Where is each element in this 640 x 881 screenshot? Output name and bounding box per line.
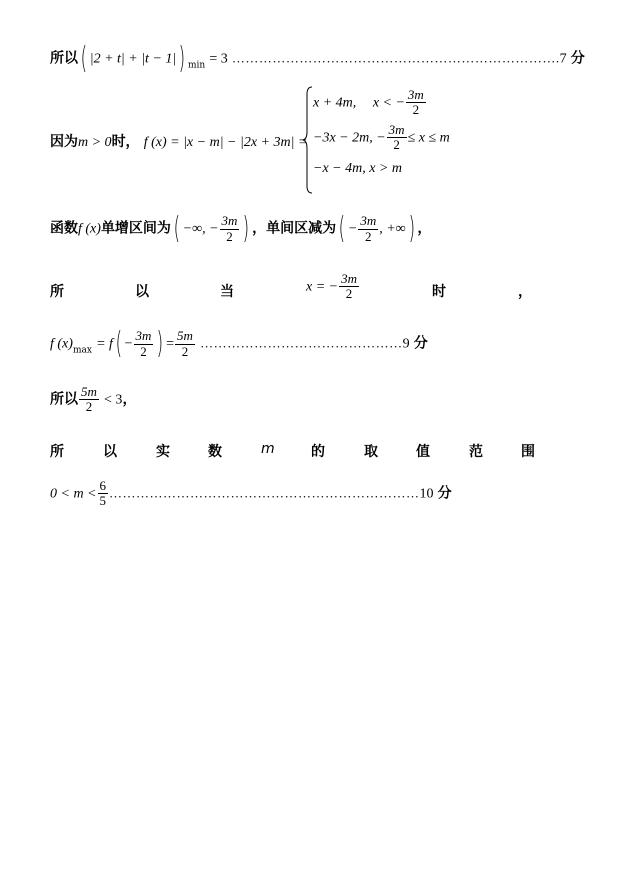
word-de: 的 (311, 444, 325, 460)
function-f: f (x) (50, 336, 73, 352)
fraction-5m-2 (175, 329, 195, 359)
line-1 (50, 41, 585, 76)
text-suoyi: 所以 (50, 50, 78, 67)
score-9: 9 (402, 336, 410, 352)
inequality: 0 < m < (50, 486, 97, 502)
text-decreasing: ，单间区减为 (252, 220, 337, 237)
denominator: 2 (85, 399, 93, 415)
fraction-3m-2 (387, 123, 407, 153)
case-3-expr: −x − 4m, x > m (313, 161, 402, 176)
leader-dots: ……………………………………… (200, 335, 403, 351)
line-8 (50, 479, 452, 509)
numerator: 3m (407, 87, 424, 102)
line-2 (50, 131, 307, 151)
case-1 (313, 88, 427, 118)
word-shi: 时 (432, 284, 446, 300)
interval-right: , +∞ (379, 221, 406, 237)
max-subscript: max (72, 345, 92, 356)
denominator: 2 (181, 343, 189, 359)
word-comma: ， (518, 284, 532, 300)
text-shi: 时， (111, 134, 140, 150)
word-yi: 以 (135, 284, 149, 300)
numerator: 3m (221, 213, 238, 229)
denominator: 2 (365, 228, 372, 244)
fen-label: 分 (437, 485, 452, 502)
fraction-3m-2 (339, 272, 359, 302)
equals-f: = f (96, 336, 113, 352)
word-suo: 所 (50, 444, 64, 460)
paren-right: ) (408, 211, 415, 246)
word-zhi: 值 (416, 444, 430, 460)
x-equals (306, 272, 360, 302)
word-suo: 所 (50, 284, 64, 300)
interval-left: −∞, − (182, 221, 219, 237)
comma: ， (417, 220, 432, 237)
leader-dots: …………………………………………………………… (109, 485, 420, 501)
leader-dots: ………………………………………………………………. (231, 50, 560, 66)
line-6 (50, 385, 136, 415)
word-yi: 以 (103, 444, 117, 460)
numerator: 6 (99, 478, 107, 493)
case-2-expr: −3x − 2m, − (313, 130, 386, 146)
score-7: 7 (559, 51, 567, 67)
word-shi: 实 (156, 444, 170, 460)
denominator: 2 (345, 286, 353, 302)
paren-left: ( (115, 326, 122, 361)
paren-right: ) (243, 211, 250, 246)
equals-three: = 3 (209, 51, 228, 67)
text-hanshu: 函数 (50, 220, 78, 237)
fen-label: 分 (413, 335, 428, 352)
numerator: 3m (341, 271, 357, 286)
case-2 (313, 123, 450, 153)
case-3 (313, 161, 402, 177)
fraction-3m-2 (406, 88, 426, 118)
denominator: 2 (393, 137, 400, 153)
comma: ， (122, 391, 137, 408)
case-2-cond: ≤ x ≤ m (407, 130, 450, 146)
numerator: 3m (360, 213, 377, 229)
text-suoyi: 所以 (50, 391, 78, 408)
paren-left: ( (338, 211, 346, 246)
fen-label: 分 (570, 50, 585, 67)
case-1-expr: x + 4m, (313, 95, 357, 111)
word-dang: 当 (220, 284, 234, 300)
function-f: f (x) (78, 221, 101, 237)
condition-m-positive: m > 0 (78, 135, 112, 150)
word-shu: 数 (208, 444, 222, 460)
denominator: 2 (140, 343, 147, 359)
abs-expression: |2 + t| + |t − 1| (89, 51, 177, 67)
negative-sign: − (124, 336, 133, 352)
paren-right: ) (178, 41, 186, 76)
variable-m: m (261, 441, 275, 457)
text-increasing: 单增区间为 (100, 220, 171, 237)
numerator: 5m (177, 328, 193, 344)
less-than-three: < 3 (104, 392, 123, 408)
fraction-3m-2 (220, 214, 240, 244)
denominator: 2 (412, 102, 420, 118)
interval-neg: − (347, 221, 358, 237)
fraction-5m-2 (79, 385, 99, 415)
numerator: 3m (135, 328, 152, 344)
score-10: 10 (419, 486, 434, 502)
paren-left: ( (80, 41, 88, 76)
text-yinwei: 因为 (50, 134, 78, 150)
word-fan: 范 (469, 444, 483, 460)
function-definition: f (x) = |x − m| − |2x + 3m| = (143, 135, 308, 150)
denominator: 2 (226, 228, 233, 244)
equals: = (166, 336, 175, 352)
fraction-3m-2 (134, 329, 154, 359)
line-5 (50, 326, 428, 361)
piecewise-brace (303, 86, 313, 194)
x-eq-neg: x = − (306, 279, 339, 295)
fraction-6-5 (98, 479, 109, 509)
min-subscript: min (187, 60, 206, 71)
fraction-3m-2 (358, 214, 378, 244)
paren-right: ) (157, 326, 164, 361)
numerator: 3m (388, 122, 405, 137)
numerator: 5m (81, 384, 97, 399)
word-qu: 取 (364, 444, 378, 460)
paren-left: ( (173, 211, 181, 246)
line-3 (50, 211, 432, 246)
case-1-cond: x < − (372, 95, 405, 111)
denominator: 5 (99, 493, 107, 509)
word-wei: 围 (521, 444, 535, 460)
